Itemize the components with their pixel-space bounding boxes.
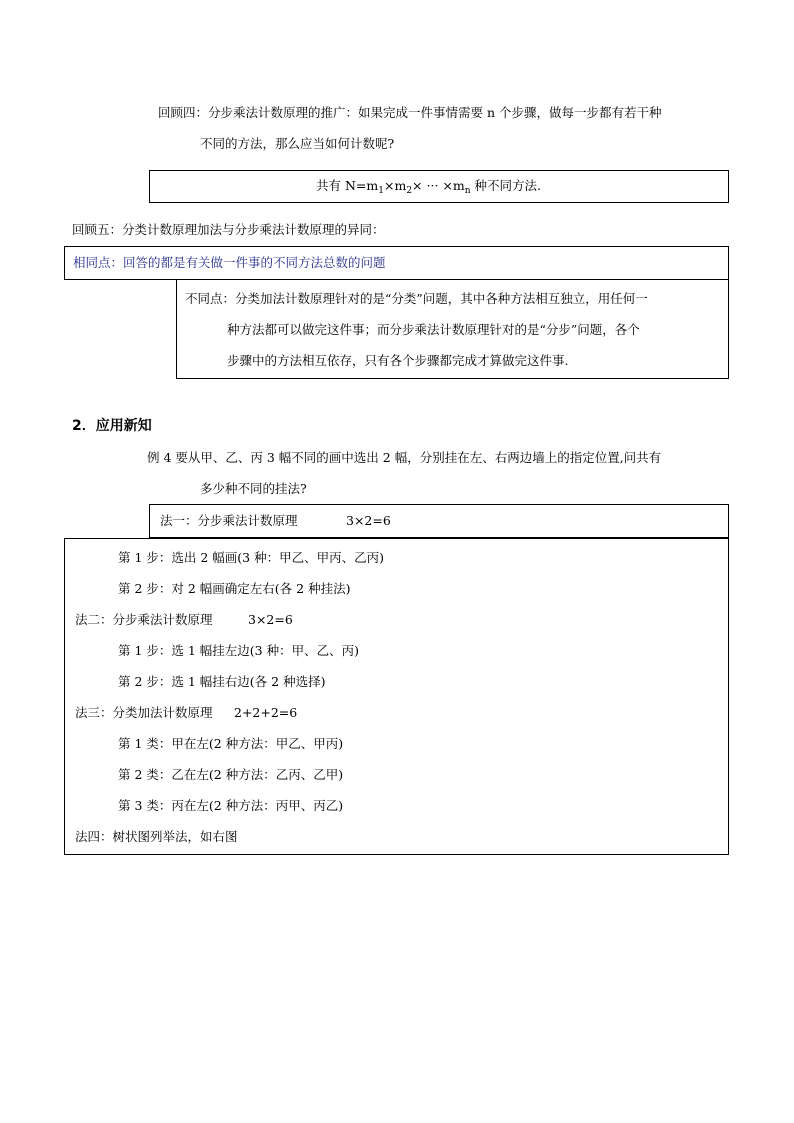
diff-box: [176, 280, 729, 379]
diff-line3: 步骤中的方法相互依存，只有各个步骤都完成才算做完这件事.: [227, 353, 569, 368]
example-line1: 例 4 要从甲、乙、丙 3 幅不同的画中选出 2 幅，分别挂在左、右两边墙上的指定位置,问共有: [147, 450, 662, 465]
review5-heading: 回顾五：分类计数原理加法与分步乘法计数原理的异同：: [72, 222, 385, 237]
formula-sub1: 1: [378, 186, 384, 196]
method2-label: 法二：分步乘法计数原理: [75, 612, 213, 627]
method3-step1: 第 1 类：甲在左(2 种方法：甲乙、甲丙): [118, 736, 344, 751]
method2-formula: 3×2=6: [248, 612, 293, 627]
method1-box: [149, 504, 729, 538]
method2-step2: 第 2 步：选 1 幅挂右边(各 2 种选择): [118, 674, 326, 689]
section-title: 2．应用新知: [72, 418, 152, 434]
method1-step1: 第 1 步：选出 2 幅画(3 种：甲乙、甲丙、乙丙): [118, 550, 384, 565]
formula-times1: ×m: [383, 178, 407, 193]
method1-formula: 3×2=6: [346, 513, 391, 528]
review4-line2: 不同的方法，那么应当如何计数呢?: [200, 136, 395, 151]
review4-line1: 回顾四：分步乘法计数原理的推广：如果完成一件事情需要 n 个步骤，做每一步都有若干种: [158, 105, 662, 120]
method4-label: 法四：树状图列举法，如右图: [75, 829, 238, 844]
formula-subn: n: [464, 186, 471, 196]
method3-formula: 2+2+2=6: [234, 705, 298, 720]
formula-prefix: 共有 N=m: [316, 178, 379, 193]
method1-label: 法一：分步乘法计数原理: [160, 513, 298, 528]
formula-suffix: 种不同方法.: [470, 178, 541, 193]
method2-step1: 第 1 步：选 1 幅挂左边(3 种：甲、乙、丙): [118, 643, 359, 658]
diff-line1: 不同点：分类加法计数原理针对的是“分类”问题，其中各种方法相互独立，用任何一: [185, 291, 648, 306]
formula: [316, 178, 541, 194]
methods-box: [64, 538, 729, 855]
formula-times2: × ··· ×m: [412, 178, 465, 193]
method3-step3: 第 3 类：丙在左(2 种方法：丙甲、丙乙): [118, 798, 344, 813]
formula-sub2: 2: [406, 186, 413, 196]
formula-box: [149, 170, 729, 203]
method1-step2: 第 2 步：对 2 幅画确定左右(各 2 种挂法): [118, 581, 351, 596]
same-text: 相同点：回答的都是有关做一件事的不同方法总数的问题: [73, 255, 386, 270]
example-line2: 多少种不同的挂法?: [200, 481, 307, 496]
method3-step2: 第 2 类：乙在左(2 种方法：乙丙、乙甲): [118, 767, 344, 782]
same-box: [64, 246, 729, 280]
method3-label: 法三：分类加法计数原理: [75, 705, 213, 720]
diff-line2: 种方法都可以做完这件事；而分步乘法计数原理针对的是“分步”问题，各个: [227, 322, 640, 337]
